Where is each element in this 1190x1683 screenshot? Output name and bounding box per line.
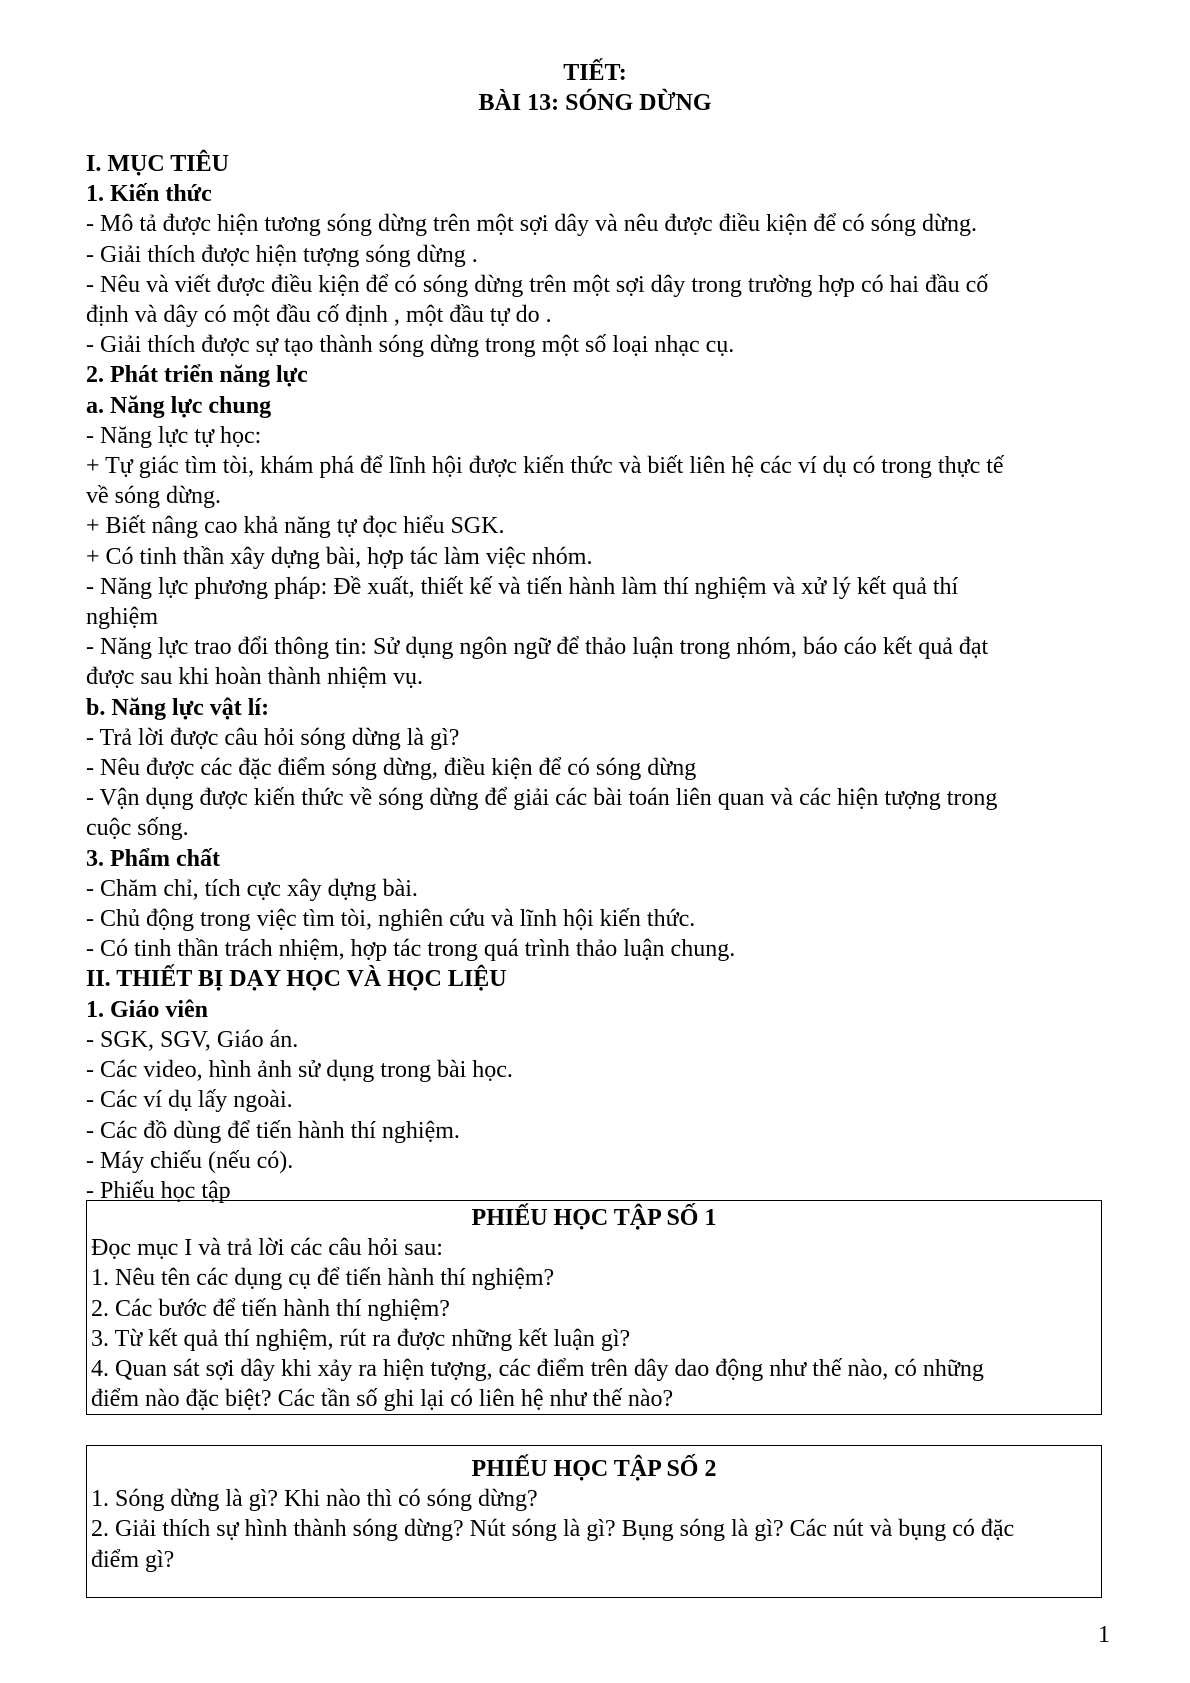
worksheet-2-title: PHIẾU HỌC TẬP SỐ 2 bbox=[471, 1456, 717, 1482]
worksheet-question: 4. Quan sát sợi dây khi xảy ra hiện tượng, các điểm trên dây dao động như thế nào, có những bbox=[91, 1356, 984, 1383]
worksheet-question: 2. Giải thích sự hình thành sóng dừng? Nút sóng là gì? Bụng sóng là gì? Các nút và bụng có đặc bbox=[91, 1516, 1015, 1543]
text-line: - Năng lực tự học: bbox=[86, 422, 262, 449]
worksheet-2-questions bbox=[91, 1484, 1097, 1575]
lesson-header bbox=[0, 58, 1190, 118]
text-line: - Vận dụng được kiến thức về sóng dừng để giải các bài toán liên quan và các hiện tượng trong bbox=[86, 785, 998, 812]
text-line: - Trả lời được câu hỏi sóng dừng là gì? bbox=[86, 724, 460, 751]
text-line: - Năng lực trao đổi thông tin: Sử dụng ngôn ngữ để thảo luận trong nhóm, báo cáo kết quả đạt bbox=[86, 634, 989, 661]
lesson-title: BÀI 13: SÓNG DỪNG bbox=[478, 90, 712, 117]
worksheet-question: 1. Nêu tên các dụng cụ để tiến hành thí nghiệm? bbox=[91, 1265, 555, 1292]
worksheet-1 bbox=[86, 1200, 1102, 1415]
worksheet-2 bbox=[86, 1445, 1102, 1598]
worksheet-1-questions bbox=[91, 1233, 1097, 1414]
worksheet-question: 1. Sóng dừng là gì? Khi nào thì có sóng dừng? bbox=[91, 1486, 538, 1513]
section-heading: b. Năng lực vật lí: bbox=[86, 694, 270, 721]
text-line: + Có tinh thần xây dựng bài, hợp tác làm việc nhóm. bbox=[86, 543, 593, 570]
worksheet-question: điểm gì? bbox=[91, 1546, 175, 1573]
text-line: - Các video, hình ảnh sử dụng trong bài học. bbox=[86, 1057, 513, 1084]
text-line: - Nêu và viết được điều kiện để có sóng dừng trên một sợi dây trong trường hợp có hai đầu cố bbox=[86, 271, 989, 298]
text-line: - Nêu được các đặc điểm sóng dừng, điều kiện để có sóng dừng bbox=[86, 755, 697, 782]
page-number: 1 bbox=[1098, 1622, 1110, 1648]
text-line: - Giải thích được hiện tượng sóng dừng . bbox=[86, 241, 478, 268]
text-line: - SGK, SGV, Giáo án. bbox=[86, 1026, 299, 1053]
text-line: về sóng dừng. bbox=[86, 483, 221, 510]
text-line: - Máy chiếu (nếu có). bbox=[86, 1147, 294, 1174]
section-heading: a. Năng lực chung bbox=[86, 392, 272, 419]
worksheet-question: 2. Các bước để tiến hành thí nghiệm? bbox=[91, 1295, 450, 1322]
text-line: + Tự giác tìm tòi, khám phá để lĩnh hội được kiến thức và biết liên hệ các ví dụ có trong thực tế bbox=[86, 453, 1004, 480]
section-heading: 2. Phát triển năng lực bbox=[86, 362, 308, 389]
text-line: - Các ví dụ lấy ngoài. bbox=[86, 1087, 293, 1114]
section-heading: 1. Kiến thức bbox=[86, 181, 212, 208]
worksheet-question: 3. Từ kết quả thí nghiệm, rút ra được những kết luận gì? bbox=[91, 1325, 631, 1352]
lesson-body bbox=[86, 149, 1110, 1206]
text-line: cuộc sống. bbox=[86, 815, 189, 842]
text-line: - Các đồ dùng để tiến hành thí nghiệm. bbox=[86, 1117, 460, 1144]
text-line: - Có tinh thần trách nhiệm, hợp tác trong quá trình thảo luận chung. bbox=[86, 936, 736, 963]
worksheet-question: Đọc mục I và trả lời các câu hỏi sau: bbox=[91, 1235, 443, 1262]
text-line: định và dây có một đầu cố định , một đầu tự do . bbox=[86, 302, 552, 329]
section-heading: II. THIẾT BỊ DẠY HỌC VÀ HỌC LIỆU bbox=[86, 966, 507, 993]
worksheet-1-title: PHIẾU HỌC TẬP SỐ 1 bbox=[471, 1205, 717, 1231]
text-line: - Chăm chỉ, tích cực xây dựng bài. bbox=[86, 875, 418, 902]
lesson-period: TIẾT: bbox=[563, 60, 627, 86]
text-line: được sau khi hoàn thành nhiệm vụ. bbox=[86, 664, 423, 691]
section-heading: 1. Giáo viên bbox=[86, 996, 209, 1023]
text-line: - Chủ động trong việc tìm tòi, nghiên cứu và lĩnh hội kiến thức. bbox=[86, 906, 696, 933]
text-line: + Biết nâng cao khả năng tự đọc hiểu SGK. bbox=[86, 513, 505, 540]
section-heading: I. MỤC TIÊU bbox=[86, 151, 229, 177]
text-line: - Phiếu học tập bbox=[86, 1177, 231, 1204]
worksheet-question: điểm nào đặc biệt? Các tần số ghi lại có liên hệ như thế nào? bbox=[91, 1386, 674, 1413]
text-line: - Năng lực phương pháp: Đề xuất, thiết kế và tiến hành làm thí nghiệm và xử lý kết quả thí bbox=[86, 573, 959, 600]
section-heading: 3. Phẩm chất bbox=[86, 845, 220, 872]
text-line: - Mô tả được hiện tương sóng dừng trên một sợi dây và nêu được điều kiện để có sóng dừng. bbox=[86, 211, 977, 238]
text-line: nghiệm bbox=[86, 604, 158, 631]
text-line: - Giải thích được sự tạo thành sóng dừng trong một số loại nhạc cụ. bbox=[86, 332, 735, 359]
